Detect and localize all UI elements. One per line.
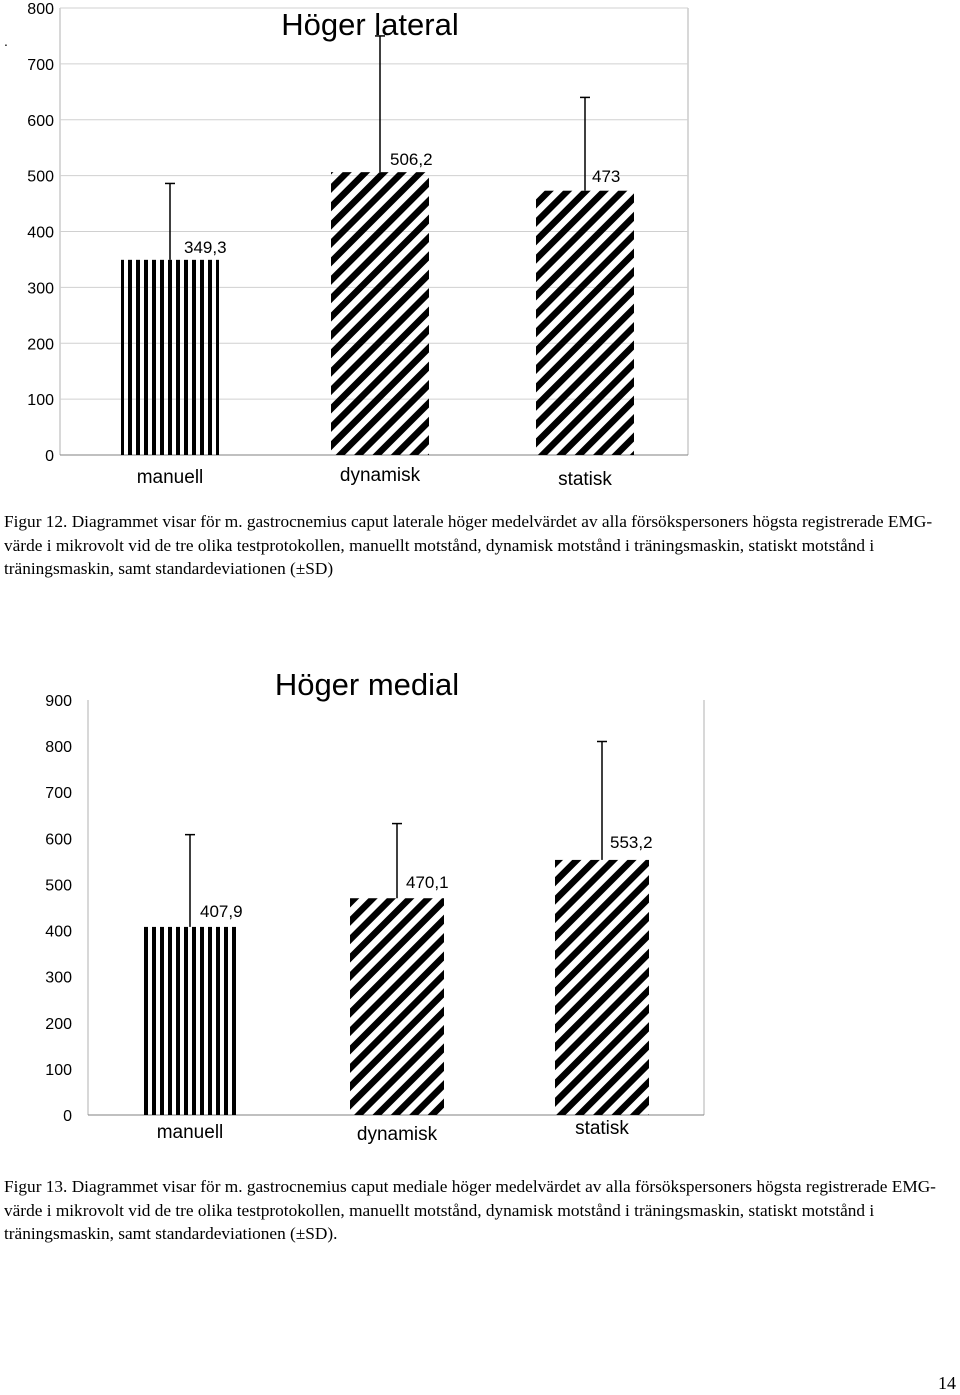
bar-dynamisk <box>331 172 429 455</box>
x-category-label: manuell <box>156 1122 224 1143</box>
data-label: 506,2 <box>390 150 433 169</box>
stray-mark: . <box>4 33 8 49</box>
y-tick-label: 0 <box>63 1108 72 1125</box>
y-tick-label: 400 <box>27 224 54 242</box>
y-tick-label: 800 <box>27 1 54 18</box>
y-tick-label: 600 <box>27 112 54 130</box>
y-tick-label: 700 <box>45 785 72 803</box>
data-label: 473 <box>592 167 621 186</box>
data-label: 349,3 <box>184 238 227 257</box>
chart-title: Höger lateral <box>281 7 459 42</box>
bar-manuell <box>121 260 219 455</box>
chart-hoger-lateral <box>0 0 960 500</box>
chart-title: Höger medial <box>274 667 460 702</box>
x-category-label: manuell <box>136 467 204 488</box>
y-tick-label: 100 <box>27 392 54 410</box>
y-tick-label: 0 <box>45 448 54 465</box>
y-tick-label: 800 <box>45 739 72 757</box>
y-tick-label: 300 <box>45 969 72 987</box>
y-tick-label: 200 <box>27 336 54 354</box>
y-tick-label: 500 <box>27 168 54 186</box>
data-label: 407,9 <box>200 902 243 921</box>
x-category-label: dynamisk <box>356 1124 438 1145</box>
x-category-label: statisk <box>575 1118 629 1139</box>
bar-statisk <box>536 191 634 455</box>
y-tick-label: 700 <box>27 56 54 74</box>
data-label: 553,2 <box>610 833 653 852</box>
bar-manuell <box>143 927 237 1115</box>
y-tick-label: 300 <box>27 280 54 298</box>
y-tick-label: 100 <box>45 1061 72 1079</box>
bar-statisk <box>555 860 649 1115</box>
bar-dynamisk <box>350 898 444 1115</box>
chart-hoger-medial <box>0 660 960 1160</box>
figure-12-caption: Figur 12. Diagrammet visar för m. gastrocnemius caput laterale höger medelvärdet av alla försökspersoners högsta registrerade EMG-värde i mikrovolt vid de tre olika testprotokollen, manuellt motstånd, dynamisk motstånd i träningsmaskin, statiskt motstånd i träningsmaskin, samt standardeviationen (±SD) <box>4 512 933 578</box>
x-category-label: dynamisk <box>339 465 421 486</box>
y-tick-label: 500 <box>45 877 72 895</box>
page-number: 14 <box>938 1373 956 1393</box>
y-tick-label: 900 <box>45 693 72 710</box>
figure-13-caption: Figur 13. Diagrammet visar för m. gastrocnemius caput mediale höger medelvärdet av alla försökspersoners högsta registrerade EMG-värde i mikrovolt vid de tre olika testprotokollen, manuellt motstånd, dynamisk motstånd i träningsmaskin, statiskt motstånd i träningsmaskin, samt standardeviationen (±SD). <box>4 1177 936 1243</box>
data-label: 470,1 <box>406 873 449 892</box>
y-tick-label: 400 <box>45 923 72 941</box>
y-tick-label: 600 <box>45 831 72 849</box>
x-category-label: statisk <box>558 469 612 490</box>
y-tick-label: 200 <box>45 1015 72 1033</box>
